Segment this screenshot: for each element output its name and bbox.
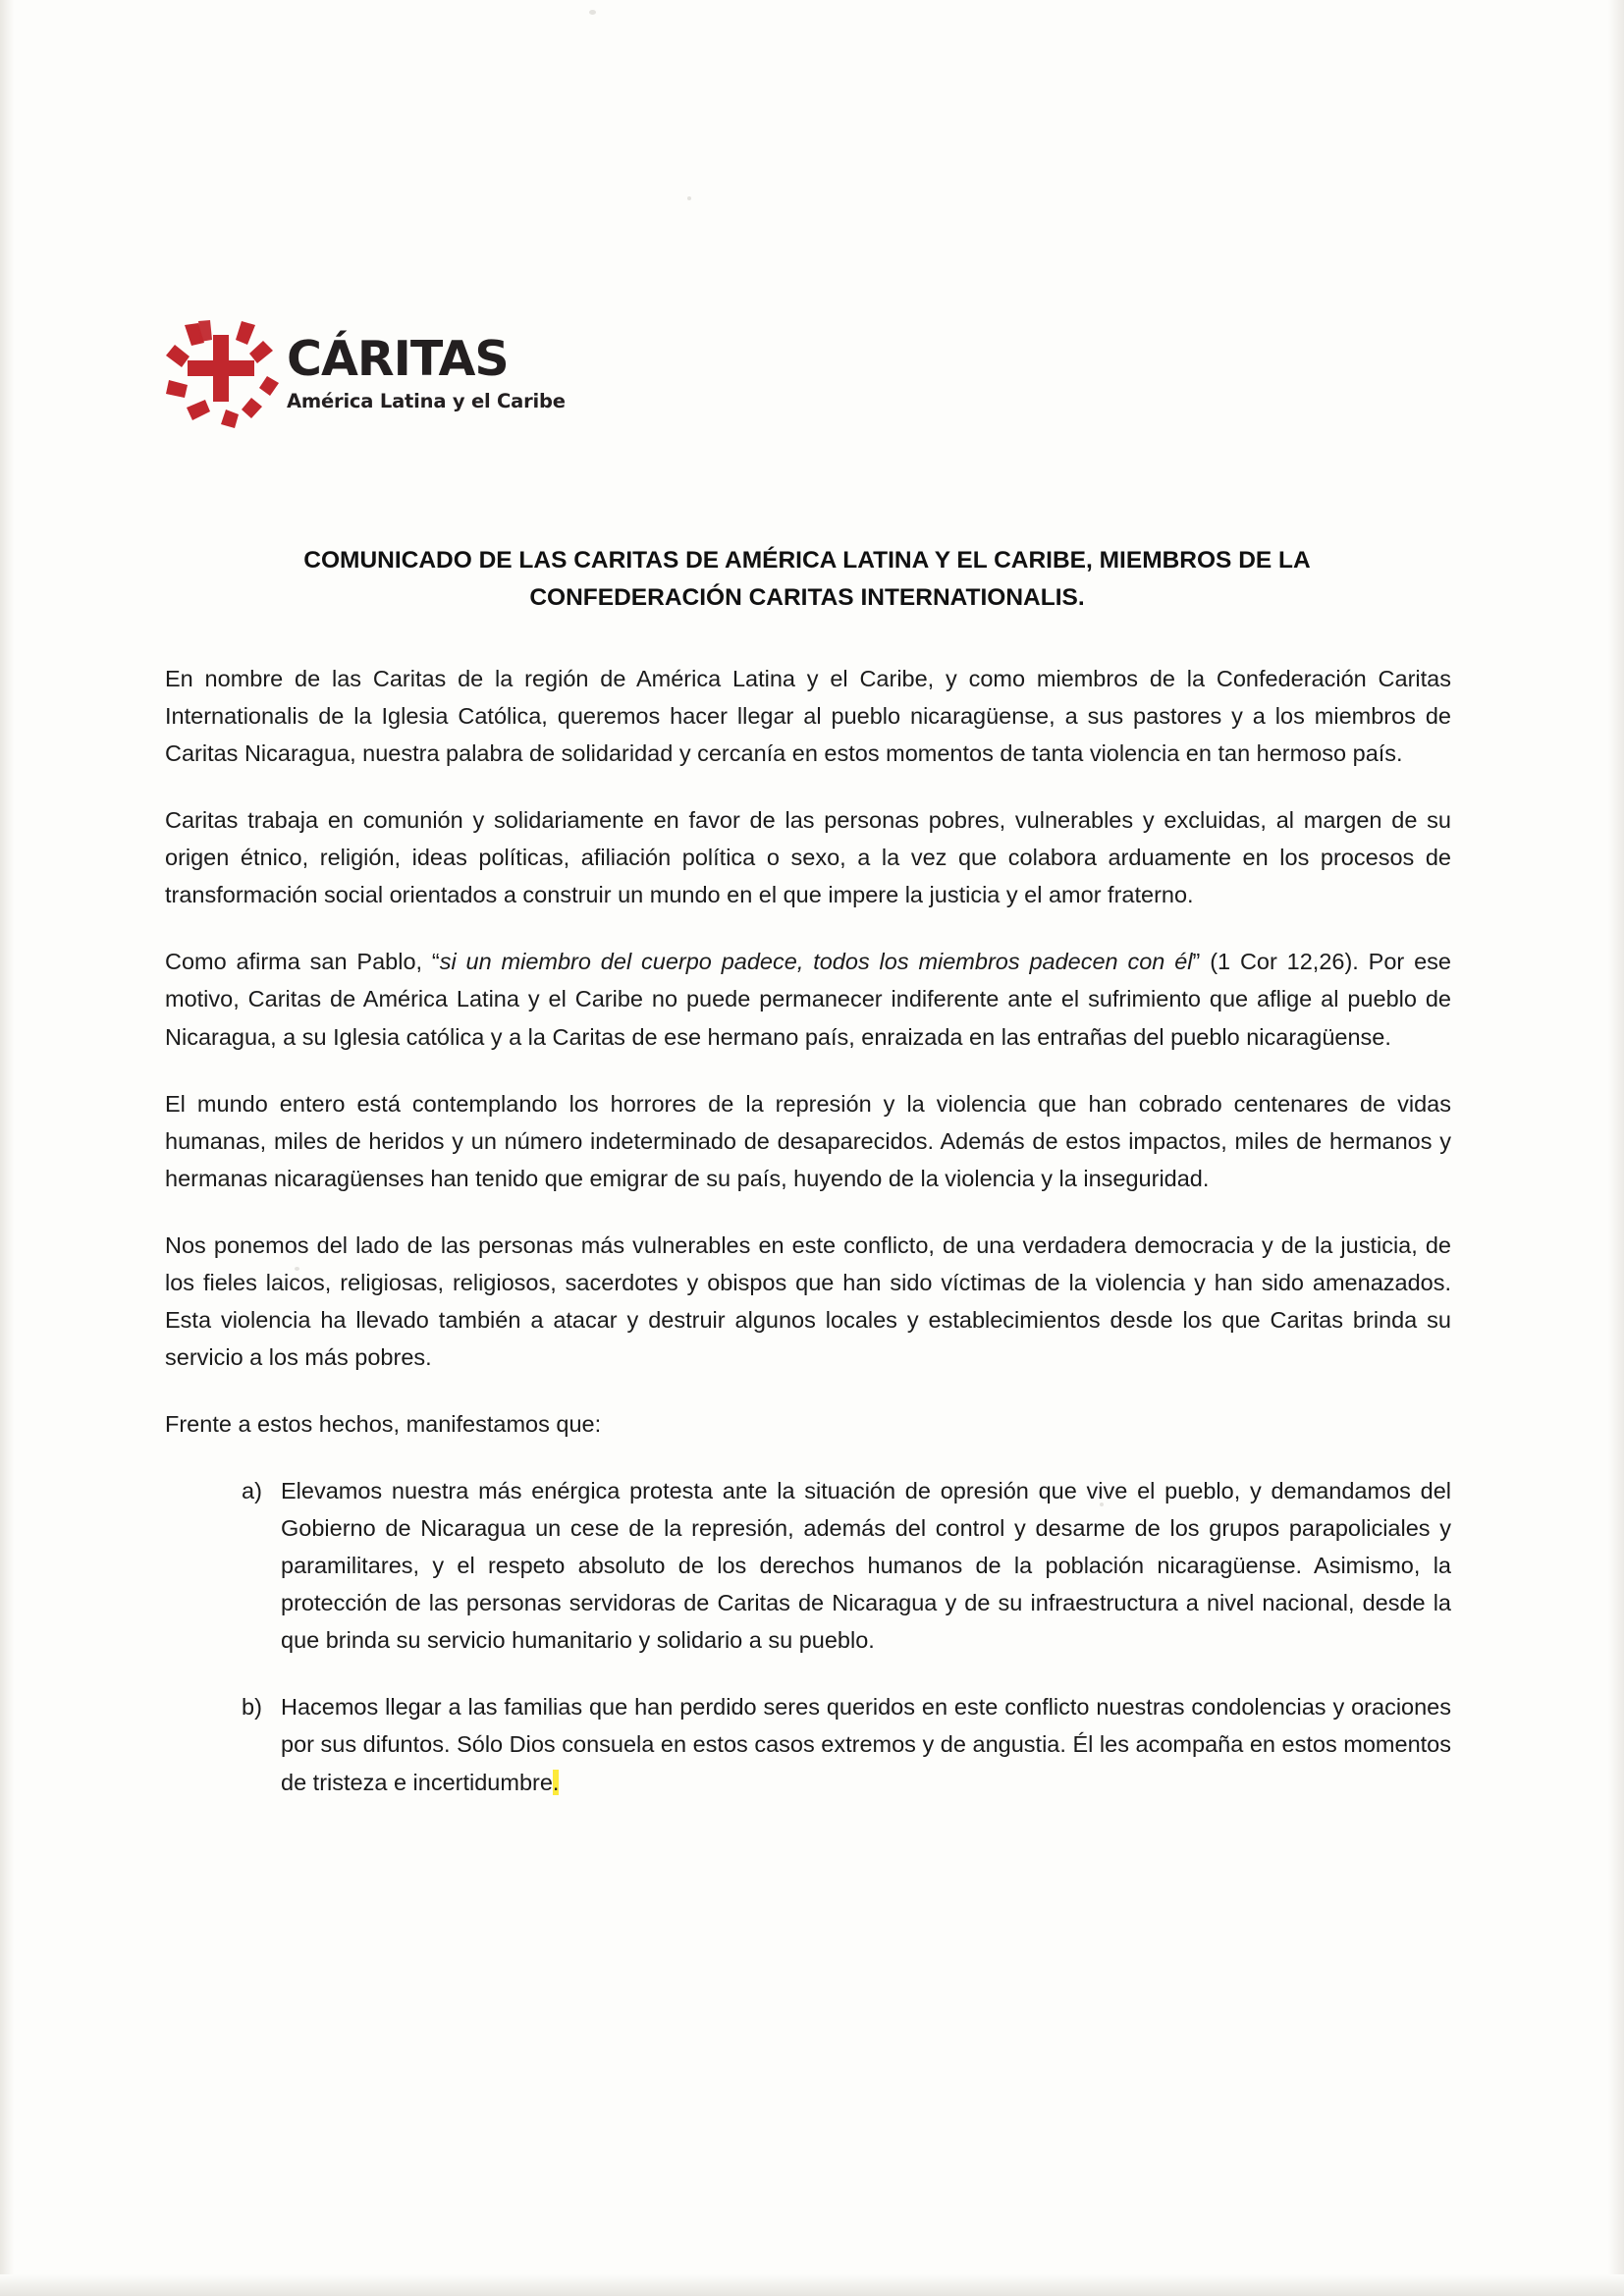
scan-speckle [687,196,691,200]
paragraph-1: En nombre de las Caritas de la región de América Latina y el Caribe, y como miembros de la Confederación Caritas Internationalis de la Iglesia Católica, queremos hacer llegar al pueblo nicaragüense, a sus pastores y a los miembros de Caritas Nicaragua, nuestra palabra de solidaridad y cercanía en estos momentos de tanta violencia en tan hermoso país. [165,666,1451,767]
list-item [165,1472,1451,1659]
list-item-marker: a) [242,1478,262,1504]
quote-text: si un miembro del cuerpo padece, todos los miembros padecen con él [439,949,1193,975]
caritas-logo-text [287,331,566,412]
caritas-region: América Latina y el Caribe [287,390,566,412]
scan-edge-bottom [0,2274,1624,2296]
list-item [165,1688,1451,1800]
paragraph-quote [165,943,1451,1055]
paragraph-2: Caritas trabaja en comunión y solidariamente en favor de las personas pobres, vulnerables y excluidas, al margen de su origen étnico, religión, ideas políticas, afiliación política o sexo, a la vez que colabora arduamente en los procesos de transformación social orientados a construir un mundo en el que impere la justicia y el amor fraterno. [165,807,1451,908]
paragraph-3: El mundo entero está contemplando los horrores de la represión y la violencia que han cobrado centenares de vidas humanas, miles de heridos y un número indeterminado de desaparecidos. Además de estos impactos, miles de hermanos y hermanas nicaragüenses han tenido que emigrar de su país, huyendo de la violencia y la inseguridad. [165,1090,1451,1191]
scan-speckle [589,10,596,15]
quote-after: ” (1 Cor 12,26). Por ese motivo, Caritas de América Latina y el Caribe no puede permanecer indiferente ante el sufrimiento que aflige al pueblo de Nicaragua, a su Iglesia católica y a la Caritas de ese hermano país, enraizada en las entrañas del pueblo nicaragüense. [165,949,1451,1050]
paragraph-intro-list: Frente a estos hechos, manifestamos que: [165,1411,602,1437]
quote-lead: Como afirma san Pablo, “ [165,949,440,975]
caritas-logo [165,319,566,429]
caritas-brand: CÁRITAS [287,331,509,387]
document-body [165,660,1451,1831]
list-item-text: Hacemos llegar a las familias que han perdido seres queridos en este conflicto nuestras condolencias y oraciones por sus difuntos. Sólo Dios consuela en estos casos extremos y de angustia. Él les acompaña en estos momentos de tristeza e incertidumbre [281,1694,1451,1795]
scan-edge-right [1608,0,1624,2296]
list-item-text: Elevamos nuestra más enérgica protesta ante la situación de opresión que vive el pueblo, y demandamos del Gobierno de Nicaragua un cese de la represión, además del control y desarme de los grupos parapoliciales y paramilitares, y el respeto absoluto de los derechos humanos de la población nicaragüense. Asimismo, la protección de las personas servidoras de Caritas de Nicaragua y de su infraestructura a nivel nacional, desde la que brinda su servicio humanitario y solidario a su pueblo. [281,1478,1451,1654]
scan-edge-left [0,0,14,2296]
highlighted-mark: . [552,1769,560,1795]
list-item-marker: b) [242,1694,262,1721]
document-title: COMUNICADO DE LAS CARITAS DE AMÉRICA LATINA Y EL CARIBE, MIEMBROS DE LA CONFEDERACIÓN CARITAS INTERNATIONALIS. [303,547,1311,611]
paragraph-4: Nos ponemos del lado de las personas más vulnerables en este conflicto, de una verdadera democracia y de la justicia, de los fieles laicos, religiosas, religiosos, sacerdotes y obispos que han sido víctimas de la violencia y han sido amenazados. Esta violencia ha llevado también a atacar y destruir algunos locales y establecimientos desde los que Caritas brinda su servicio a los más pobres. [165,1231,1451,1370]
caritas-cross-icon [165,319,281,429]
lettered-list [165,1472,1451,1801]
